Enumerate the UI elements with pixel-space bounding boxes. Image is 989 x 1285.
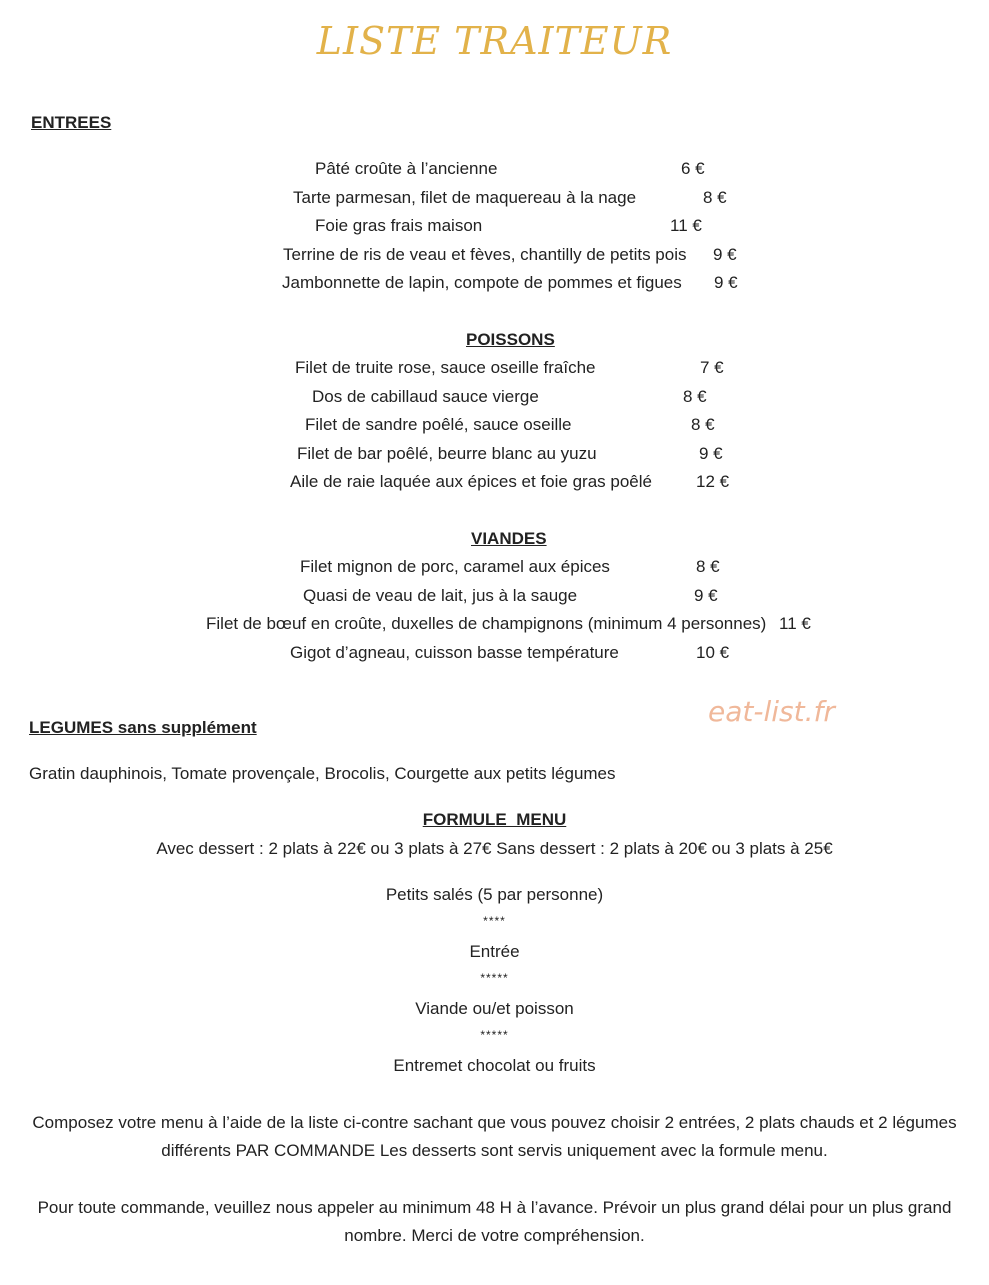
entrees-heading: ENTREES bbox=[31, 113, 112, 132]
entree-price: 11 € bbox=[670, 216, 702, 235]
entree-name: Jambonnette de lapin, compote de pommes et figues bbox=[282, 273, 682, 292]
poisson-price: 12 € bbox=[696, 472, 730, 491]
commande-note: Pour toute commande, veuillez nous appeler au minimum 48 H à l’avance. Prévoir un plus grand délai pour un plus grand nombre. Merci de votre compréhension. bbox=[37, 1198, 952, 1245]
legumes-heading: LEGUMES sans supplément bbox=[29, 718, 257, 737]
poisson-price: 9 € bbox=[699, 444, 723, 463]
course-separator: ***** bbox=[480, 971, 509, 985]
entree-name: Tarte parmesan, filet de maquereau à la nage bbox=[293, 188, 637, 207]
viande-price: 10 € bbox=[696, 643, 730, 662]
entree-name: Foie gras frais maison bbox=[315, 216, 483, 235]
poissons-heading: POISSONS bbox=[466, 330, 555, 349]
course-separator: ***** bbox=[480, 1028, 509, 1042]
formule-course: Petits salés (5 par personne) bbox=[385, 885, 604, 904]
entree-price: 6 € bbox=[681, 159, 705, 178]
entree-name: Terrine de ris de veau et fèves, chantilly de petits pois bbox=[283, 245, 687, 264]
viande-price: 9 € bbox=[694, 586, 718, 605]
viande-price: 8 € bbox=[696, 557, 720, 576]
viande-name: Gigot d’agneau, cuisson basse température bbox=[290, 643, 619, 662]
formule-course: Viande ou/et poisson bbox=[415, 999, 574, 1018]
poisson-name: Filet de truite rose, sauce oseille fraîche bbox=[295, 358, 596, 377]
entree-price: 9 € bbox=[714, 273, 738, 292]
poisson-price: 7 € bbox=[700, 358, 724, 377]
poisson-name: Dos de cabillaud sauce vierge bbox=[312, 387, 539, 406]
poisson-price: 8 € bbox=[683, 387, 707, 406]
formule-course: Entremet chocolat ou fruits bbox=[393, 1056, 596, 1075]
viande-name: Filet de bœuf en croûte, duxelles de champignons (minimum 4 personnes) bbox=[206, 614, 767, 633]
poisson-name: Aile de raie laquée aux épices et foie gras poêlé bbox=[290, 472, 652, 491]
viandes-heading: VIANDES bbox=[471, 529, 547, 548]
viande-name: Quasi de veau de lait, jus à la sauge bbox=[303, 586, 578, 605]
poisson-name: Filet de sandre poêlé, sauce oseille bbox=[305, 415, 572, 434]
entree-name: Pâté croûte à l’ancienne bbox=[315, 159, 498, 178]
viande-name: Filet mignon de porc, caramel aux épices bbox=[300, 557, 610, 576]
formule-course: Entrée bbox=[469, 942, 520, 961]
poisson-name: Filet de bar poêlé, beurre blanc au yuzu bbox=[297, 444, 597, 463]
entree-price: 9 € bbox=[713, 245, 737, 264]
formule-heading: FORMULE MENU bbox=[422, 810, 567, 829]
poisson-price: 8 € bbox=[691, 415, 715, 434]
watermark-text: eat-list.fr bbox=[708, 695, 835, 728]
formule-prices: Avec dessert : 2 plats à 22€ ou 3 plats à 27€ Sans dessert : 2 plats à 20€ ou 3 plats à 25€ bbox=[156, 839, 833, 858]
entree-price: 8 € bbox=[703, 188, 727, 207]
viande-price: 11 € bbox=[779, 614, 811, 633]
legumes-list: Gratin dauphinois, Tomate provençale, Brocolis, Courgette aux petits légumes bbox=[29, 764, 616, 783]
course-separator: **** bbox=[483, 914, 506, 928]
page-title: LISTE TRAITEUR bbox=[316, 19, 673, 63]
compose-note: Composez votre menu à l’aide de la liste ci-contre sachant que vous pouvez choisir 2 entrées, 2 plats chauds et 2 légumes différents PAR COMMANDE Les desserts sont servis uniquement avec la formule menu. bbox=[32, 1113, 957, 1160]
